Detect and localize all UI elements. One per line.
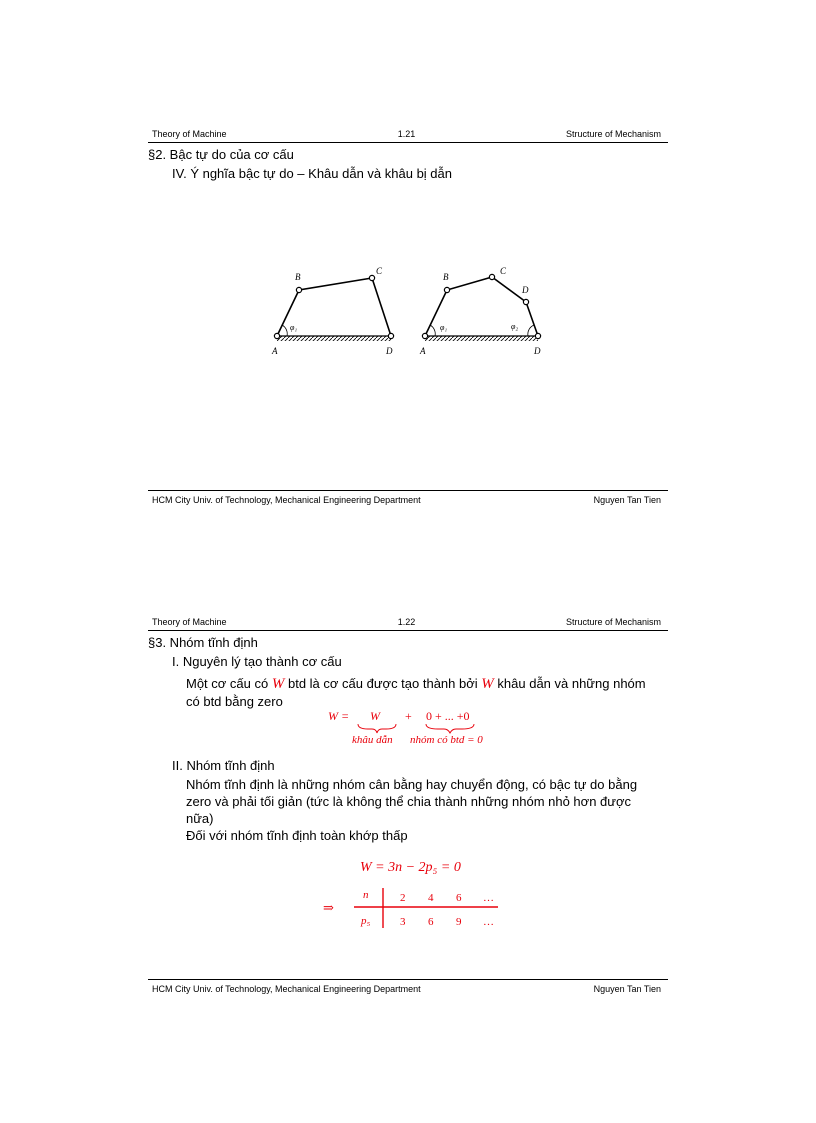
joint-d-top bbox=[523, 299, 528, 304]
footer-author-2: Nguyen Tan Tien bbox=[593, 984, 661, 994]
header-topic-2: Structure of Mechanism bbox=[565, 617, 661, 627]
table-n-2: 4 bbox=[428, 892, 434, 904]
footer-institution-2: HCM City Univ. of Technology, Mechanical Engineering Department bbox=[152, 984, 421, 994]
five-bar-mechanism bbox=[419, 266, 541, 356]
joint-c bbox=[369, 275, 374, 280]
para1-text-a: Một cơ cấu có bbox=[186, 676, 269, 691]
label-phi1: φ₁ bbox=[290, 323, 298, 332]
subsection-principle: I. Nguyên lý tạo thành cơ cấu bbox=[172, 654, 342, 669]
equation-w-decomposition bbox=[320, 705, 520, 747]
para1-text-c: khâu dẫn và những nhóm bbox=[497, 676, 646, 691]
joint-b bbox=[296, 287, 301, 292]
eq1-label-driving-links: khâu dẫn bbox=[352, 734, 393, 746]
paragraph-principle-line2: có btd bằng zero bbox=[186, 694, 283, 709]
label-d-2: D bbox=[534, 346, 541, 356]
footer-rule bbox=[148, 490, 668, 491]
section-title: §2. Bậc tự do của cơ cấu bbox=[148, 147, 294, 162]
label-c: C bbox=[376, 266, 383, 276]
joint-a bbox=[274, 333, 279, 338]
eq1-term-w: W bbox=[370, 709, 380, 723]
n-p5-table bbox=[318, 884, 508, 932]
eq1-lhs: W = bbox=[328, 709, 350, 723]
header-page-number-2: 1.22 bbox=[397, 617, 416, 627]
table-n-1: 2 bbox=[400, 892, 406, 904]
header-topic: Structure of Mechanism bbox=[565, 129, 661, 139]
joint-d-2 bbox=[535, 333, 540, 338]
table-p5-1: 3 bbox=[400, 916, 406, 928]
table-p5-2: 6 bbox=[428, 916, 434, 928]
subsection-title: IV. Ý nghĩa bậc tự do – Khâu dẫn và khâu bị dẫn bbox=[172, 166, 452, 181]
equation-dof-zero: W = 3n − 2p₅ = 0 bbox=[360, 860, 461, 875]
ground-hatch bbox=[277, 336, 391, 341]
four-bar-linkage-figure bbox=[260, 262, 560, 362]
label-a-2: A bbox=[420, 346, 426, 356]
para1-text-b: btd là cơ cấu được tạo thành bởi bbox=[287, 676, 478, 691]
joint-a-2 bbox=[422, 333, 427, 338]
footer-institution: HCM City Univ. of Technology, Mechanical Engineering Department bbox=[152, 495, 421, 505]
label-d: D bbox=[386, 346, 393, 356]
eq1-label-zero-dof-groups: nhóm có btd = 0 bbox=[410, 734, 483, 746]
label-d-top: D bbox=[522, 285, 529, 295]
eq1-plus: + bbox=[405, 709, 412, 723]
label-phi1-2: φ₁ bbox=[440, 323, 448, 332]
para1-symbol-w1: W bbox=[271, 676, 285, 692]
header-rule-2 bbox=[148, 630, 668, 631]
paragraph-low-pair-groups: Đối với nhóm tĩnh định toàn khớp thấp bbox=[186, 828, 408, 843]
table-label-p5: p₅ bbox=[361, 915, 371, 927]
joint-c-2 bbox=[489, 274, 494, 279]
underbrace-2 bbox=[426, 724, 474, 733]
header-course: Theory of Machine bbox=[152, 129, 227, 139]
four-bar-mechanism bbox=[271, 266, 394, 356]
table-n-3: 6 bbox=[456, 892, 462, 904]
label-a: A bbox=[272, 346, 278, 356]
table-label-n: n bbox=[363, 889, 369, 901]
para1-symbol-w2: W bbox=[481, 676, 494, 692]
angle-arc-2 bbox=[528, 325, 534, 336]
paragraph-static-group-definition: Nhóm tĩnh định là những nhóm cân bằng hay chuyển động, có bậc tự do bằng zero và phải tối giản (tức là không thể chia thành những nhóm nhỏ hơn được nữa) bbox=[186, 777, 638, 826]
angle-arc bbox=[282, 325, 287, 336]
eq1-term-zeros: 0 + ... +0 bbox=[426, 709, 470, 723]
header-course-2: Theory of Machine bbox=[152, 617, 227, 627]
joint-d bbox=[388, 333, 393, 338]
label-b: B bbox=[295, 272, 301, 282]
implies-arrow: ⇒ bbox=[323, 900, 334, 915]
ground-hatch-2 bbox=[425, 336, 538, 341]
label-phi2: φ₂ bbox=[511, 322, 519, 331]
footer-author: Nguyen Tan Tien bbox=[593, 495, 661, 505]
paragraph-principle-line1 bbox=[186, 675, 646, 693]
label-c-2: C bbox=[500, 266, 507, 276]
underbrace-1 bbox=[358, 724, 396, 733]
table-n-4: … bbox=[483, 892, 494, 904]
label-b-2: B bbox=[443, 272, 449, 282]
subsection-static-group: II. Nhóm tĩnh định bbox=[172, 758, 275, 773]
angle-arc-1 bbox=[430, 325, 435, 336]
joint-b-2 bbox=[444, 287, 449, 292]
table-p5-3: 9 bbox=[456, 916, 462, 928]
header-page-number: 1.21 bbox=[397, 129, 416, 139]
footer-rule-2 bbox=[148, 979, 668, 980]
section-title-2: §3. Nhóm tĩnh định bbox=[148, 635, 258, 650]
header-rule bbox=[148, 142, 668, 143]
table-p5-4: … bbox=[483, 916, 494, 928]
